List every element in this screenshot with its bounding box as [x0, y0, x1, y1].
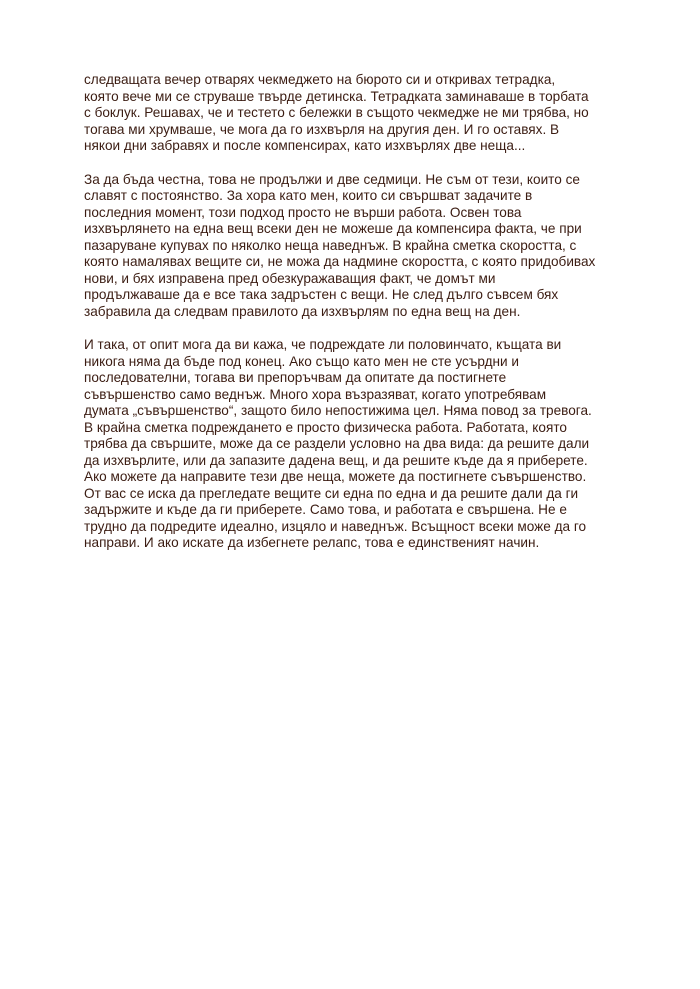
text-line: продължаваше да е все така задръстен с вещи. Не след дълго съвсем бях — [84, 287, 559, 302]
text-line: И така, от опит мога да ви кажа, че подреждате ли половинчато, къщата ви — [84, 337, 562, 352]
text-line: славят с постоянство. За хора като мен, които си свършват задачите в — [84, 188, 533, 203]
text-line: някои дни забравях и после компенсирах, като изхвърлях две неща... — [84, 138, 526, 153]
text-line: която вече ми се струваше твърде детинска. Тетрадката заминаваше в торбата — [84, 88, 589, 104]
paragraph-2 — [84, 172, 644, 321]
text-line: никога няма да бъде под конец. Ако също като мен не сте усърдни и — [84, 353, 519, 369]
text-line: думата „съвършенство“, защото било непостижима цел. Няма повод за тревога. — [84, 403, 592, 418]
paragraph-3 — [84, 337, 644, 552]
document-body — [84, 72, 644, 569]
text-line: която намалявах вещите си, не можа да надмине скоростта, с която придобивах — [84, 254, 596, 269]
text-line: следващата вечер отварях чекмеджето на бюрото си и откривах тетрадка, — [84, 72, 556, 87]
text-line: направи. И ако искате да избегнете релапс, това е единственият начин. — [84, 535, 540, 550]
text-line: трябва да свършите, може да се раздели условно на два вида: да решите дали — [84, 436, 590, 451]
text-line: да изхвърлите, или да запазите дадена вещ, и да решите къде да я приберете. — [84, 452, 588, 468]
text-line: забравила да следвам правилото да изхвърлям по една вещ на ден. — [84, 303, 521, 319]
text-line: От вас се иска да прегледате вещите си една по една и да решите дали да ги — [84, 485, 579, 501]
text-line: пазаруване купувах по няколко неща наведнъж. В крайна сметка скоростта, с — [84, 237, 577, 253]
text-line: последователни, тогава ви препоръчвам да опитате да постигнете — [84, 370, 507, 385]
text-line: задържите и къде да ги приберете. Само това, и работата е свършена. Не е — [84, 502, 567, 517]
text-line: За да бъда честна, това не продължи и две седмици. Не съм от тези, които се — [84, 171, 580, 187]
paragraph-1 — [84, 72, 644, 155]
text-line: изхвърлянето на една вещ всеки ден не можеше да компенсира факта, че при — [84, 221, 582, 236]
text-line: съвършенство само веднъж. Много хора възразяват, когато употребявам — [84, 386, 547, 402]
text-line: В крайна сметка подреждането е просто физическа работа. Работата, която — [84, 419, 567, 435]
text-line: трудно да подредите идеално, изцяло и наведнъж. Всъщност всеки може да го — [84, 518, 587, 534]
text-line: Ако можете да направите тези две неща, можете да постигнете съвършенство. — [84, 469, 587, 484]
text-line: с боклук. Решавах, че и тестето с бележки в същото чекмедже не ми трябва, но — [84, 105, 589, 120]
text-line: нови, и бях изправена пред обезкуражаващия факт, че домът ми — [84, 270, 496, 286]
text-line: последния момент, този подход просто не върши работа. Освен това — [84, 204, 522, 220]
text-line: тогава ми хрумваше, че мога да го изхвърля на другия ден. И го оставях. В — [84, 121, 560, 137]
